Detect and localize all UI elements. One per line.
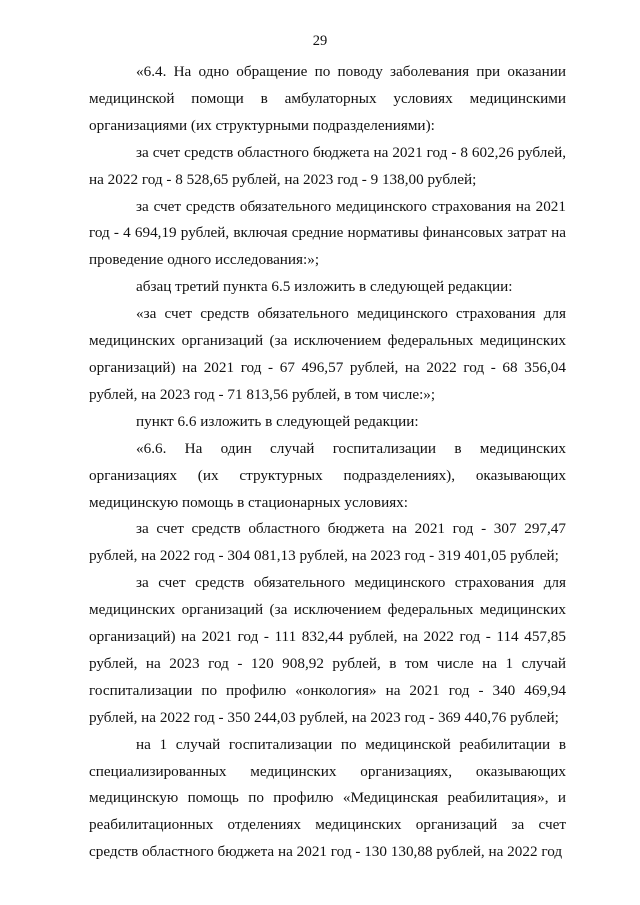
page-number: 29 [312,33,328,49]
paragraph-amend-6-6: пункт 6.6 изложить в следующей редакции: [136,412,419,430]
paragraph-oms-6-5: «за счет средств обязательного медицинского страхования для медицинских организаций (за исключением федеральных медицинских организаций) на 2021 год - 67 496,57 рублей, на 2022 год - 68 356,04 рублей, на 2023 год - 71 813,56 рублей, в том числе:»; [89,305,566,403]
paragraph-oms-hospital: за счет средств обязательного медицинского страхования для медицинских организаций (за исключением федеральных медицинских организаций) на 2021 год - 111 832,44 рублей, на 2022 год - 114 457,85 рублей, на 2023 год - 120 908,92 рублей, в том числе на 1 случай госпитализации по профилю «онкология» на 2021 год - 340 469,94 рублей, на 2022 год - 350 244,03 рублей, на 2023 год - 369 440,76 рублей; [89,574,566,726]
paragraph-regional-budget-outpatient: за счет средств областного бюджета на 2021 год - 8 602,26 рублей, на 2022 год - 8 528,65 рублей, на 2023 год - 9 138,00 рублей; [89,143,566,188]
paragraph-oms-outpatient: за счет средств обязательного медицинского страхования на 2021 год - 4 694,19 рублей, включая средние нормативы финансовых затрат на проведение одного исследования:»; [89,197,566,269]
document-body [89,59,566,866]
paragraph-regional-budget-hospital: за счет средств областного бюджета на 2021 год - 307 297,47 рублей, на 2022 год - 304 081,13 рублей, на 2023 год - 319 401,05 рублей; [89,520,566,565]
paragraph-amend-6-5: абзац третий пункта 6.5 изложить в следующей редакции: [136,278,513,296]
paragraph-6-4-intro: «6.4. На одно обращение по поводу заболевания при оказании медицинской помощи в амбулаторных условиях медицинскими организациями (их структурными подразделениями): [89,63,566,134]
paragraph-rehabilitation: на 1 случай госпитализации по медицинской реабилитации в специализированных медицинских организациях, оказывающих медицинскую помощь по профилю «Медицинская реабилитация», и реабилитационных отделениях медицинских организаций за счет средств областного бюджета на 2021 год - 130 130,88 рублей, на 2022 год [89,735,566,861]
paragraph-6-6-intro: «6.6. На один случай госпитализации в медицинских организациях (их структурных подразделениях), оказывающих медицинскую помощь в стационарных условиях: [89,439,566,511]
